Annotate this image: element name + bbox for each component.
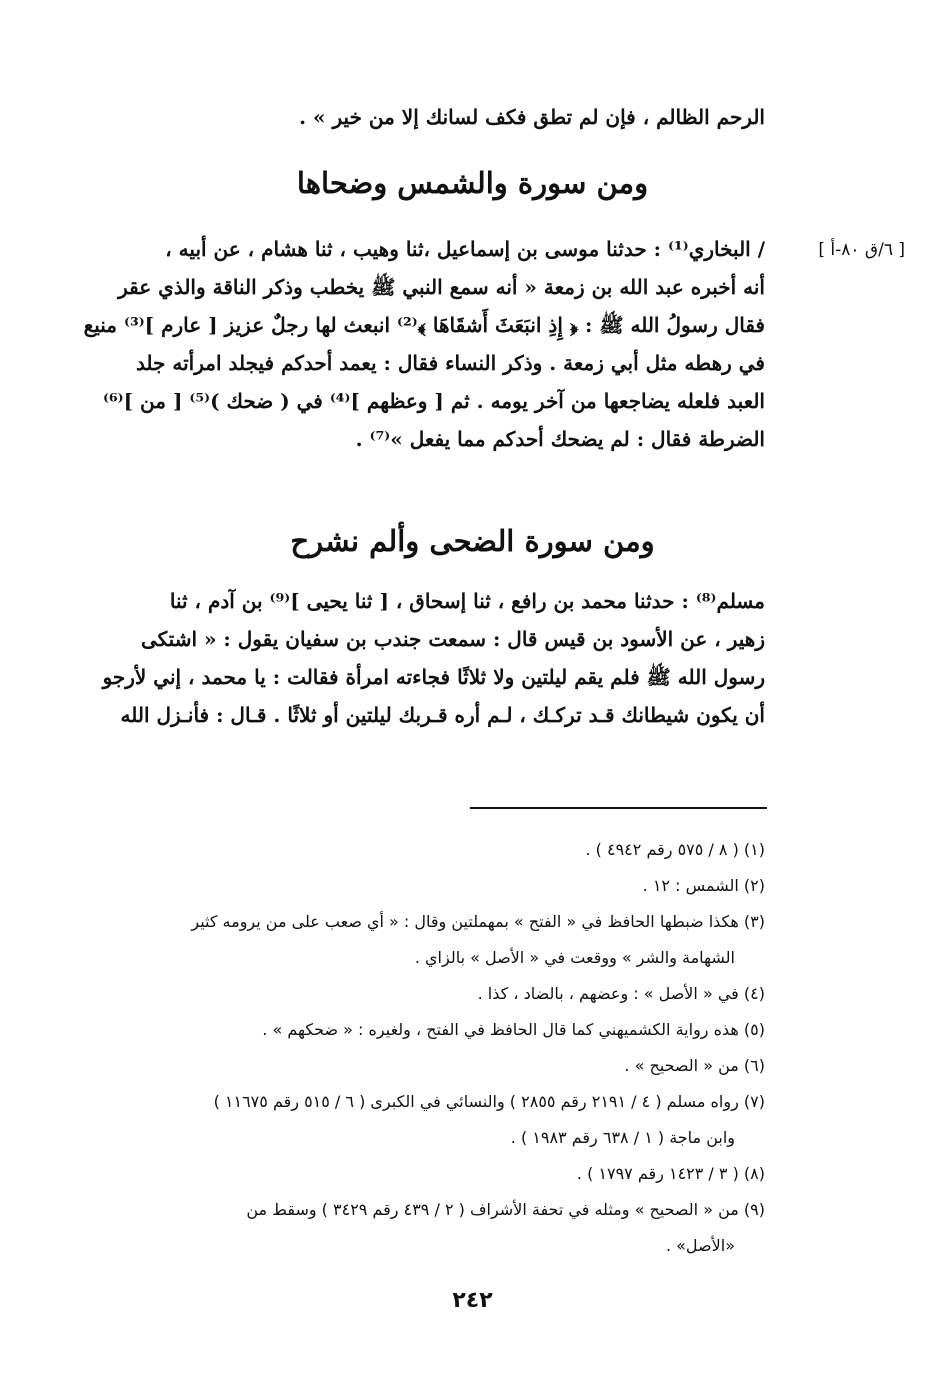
text-line: الرحم الظالم ، فإن لم تطق فكف لسانك إلا من خير » . [299,105,765,129]
footnote-continuation: «الأصل» . [665,1236,735,1255]
footnotes [30,832,765,1264]
section-body-duha [30,582,765,734]
section-heading-duha: ومن سورة الضحى وألم نشرح [290,524,655,558]
footnote: (٣) هكذا ضبطها الحافظ في « الفتح » بمهملتين وقال : « أي صعب على من يرومه كثير [191,912,765,931]
footnote: (١) ( ٨ / ٥٧٥ رقم ٤٩٤٢ ) . [585,840,765,859]
text-line: أنه أخبره عبد الله بن زمعة « أنه سمع النبي ﷺ يخطب وذكر الناقة والذي عقر [118,275,765,299]
manuscript-folio-note: [ ٦/ق ٨٠-أ ] [818,240,905,260]
footnote: (٢) الشمس : ١٢ . [642,876,765,895]
footnote: (٩) من « الصحيح » ومثله في تحفة الأشراف ( ٢ / ٤٣٩ رقم ٣٤٢٩ ) وسقط من [246,1200,765,1219]
text-line: العبد فلعله يضاجعها من آخر يومه . ثم [ وعظهم ]⁽⁴⁾ في ( ضحك )⁽⁵⁾ [ من ]⁽⁶⁾ [102,389,765,413]
text-line: الضرطة فقال : لم يضحك أحدكم مما يفعل »⁽⁷⁾ . [355,427,765,451]
footnote: (٤) في « الأصل » : وعضهم ، بالضاد ، كذا . [477,984,765,1003]
top-fragment [30,98,765,136]
section-body-shams [30,230,765,458]
text-line: رسول الله ﷺ فلم يقم ليلتين ولا ثلاثًا فجاءته امرأة فقالت : يا محمد ، إني لأرجو [102,665,765,689]
footnote: (٥) هذه رواية الكشميهني كما قال الحافظ في الفتح ، ولغيره : « ضحكهم » . [262,1020,765,1039]
footnote-divider [470,807,767,809]
text-line: في رهطه مثل أبي زمعة . وذكر النساء فقال : يعمد أحدكم فيجلد امرأته جلد [135,351,765,375]
footnote-continuation: الشهامة والشر » ووقعت في « الأصل » بالزاي . [414,948,735,967]
text-line: زهير ، عن الأسود بن قيس قال : سمعت جندب بن سفيان يقول : « اشتكى [140,627,765,651]
page-number: ٢٤٢ [452,1288,493,1313]
text-line: فقال رسولُ الله ﷺ : ﴿ إِذِ انبَعَثَ أَشقَاهَا ﴾⁽²⁾ انبعث لها رجلٌ عزيز [ عارم ]⁽³⁾ منيع [83,313,765,337]
footnote: (٦) من « الصحيح » . [624,1056,765,1075]
footnote-continuation: وابن ماجة ( ١ / ٦٣٨ رقم ١٩٨٣ ) . [510,1128,735,1147]
footnote: (٨) ( ٣ / ١٤٢٣ رقم ١٧٩٧ ) . [576,1164,765,1183]
text-line: مسلم⁽⁸⁾ : حدثنا محمد بن رافع ، ثنا إسحاق ، [ ثنا يحيى ]⁽⁹⁾ بن آدم ، ثنا [169,589,765,613]
footnote: (٧) رواه مسلم ( ٤ / ٢١٩١ رقم ٢٨٥٥ ) والنسائي في الكبرى ( ٦ / ٥١٥ رقم ١١٦٧٥ ) [213,1092,765,1111]
section-heading-shams: ومن سورة والشمس وضحاها [296,166,649,200]
text-line: / البخاري⁽¹⁾ : حدثنا موسى بن إسماعيل ،ثنا وهيب ، ثنا هشام ، عن أبيه ، [165,237,765,261]
text-line: أن يكون شيطانك قـد تركـك ، لـم أره قـربك ليلتين أو ثلاثًا . قـال : فأنـزل الله [120,703,765,727]
